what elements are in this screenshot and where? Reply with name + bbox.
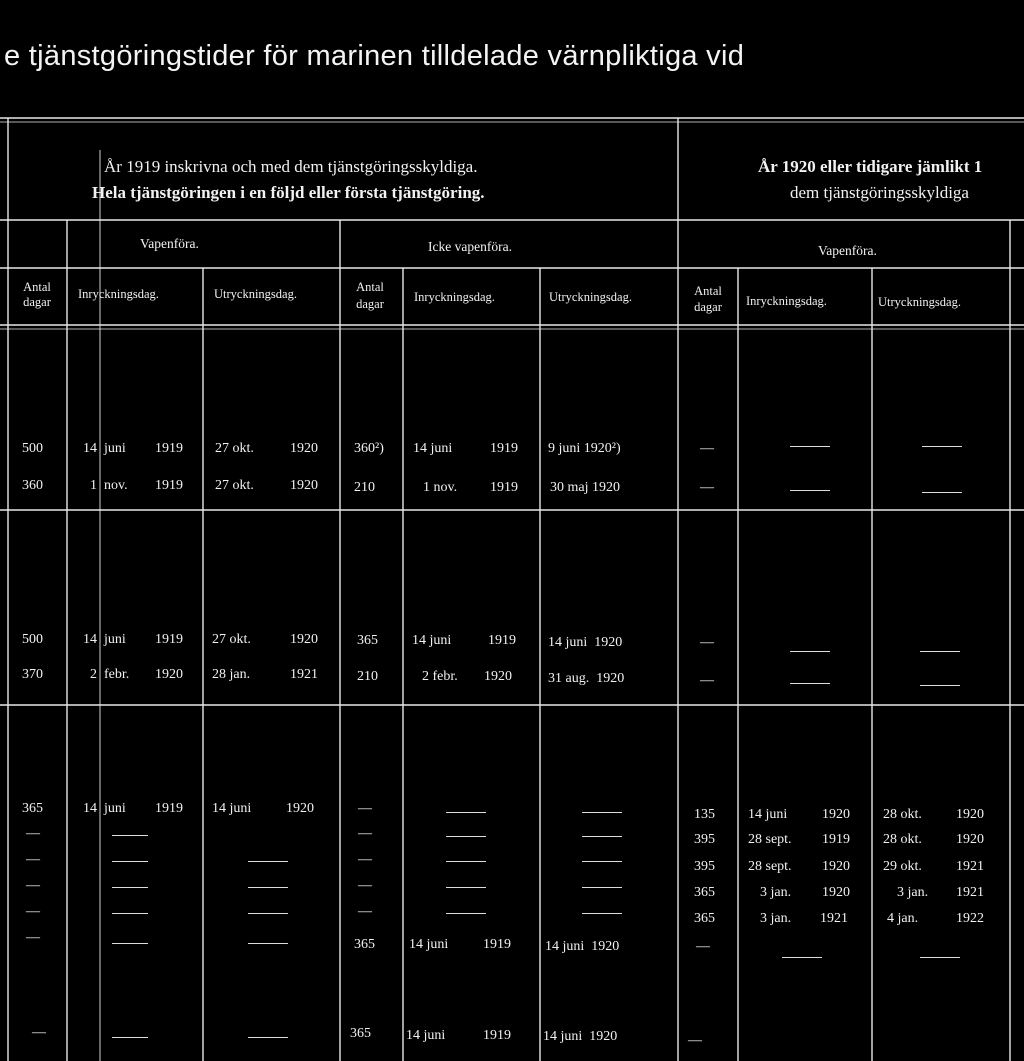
icke-utryck: 14 juni 1920 [543, 1029, 618, 1044]
antal-dagar: 360 [22, 478, 43, 493]
icke-antal-dagar: 365 [354, 937, 375, 952]
inryck-year: 1920 [155, 667, 183, 682]
icke-inryck-year: 1919 [483, 1028, 511, 1043]
empty-dash: — [26, 852, 40, 867]
empty-dash: — [700, 441, 714, 456]
c-utryck-year: 1920 [956, 807, 984, 822]
col-dagar-1: dagar [23, 295, 51, 309]
inryck-day: 14 [83, 632, 97, 647]
icke-inryck-date: 14 juni [409, 937, 449, 952]
empty-rule [582, 861, 622, 862]
c-inryck-year: 1920 [822, 885, 850, 900]
col-utryckningsdag-3: Utryckningsdag. [878, 295, 961, 309]
empty-dash: — [26, 878, 40, 893]
c-inryck-date: 14 juni [748, 807, 788, 822]
icke-utryck: 30 maj 1920 [550, 480, 620, 495]
utryck-date: 27 okt. [212, 632, 251, 647]
c-antal-dagar: 135 [694, 807, 715, 822]
empty-rule [790, 490, 830, 491]
c-inryck-date: 3 jan. [760, 911, 792, 926]
col-dagar-2: dagar [356, 297, 384, 311]
icke-utryck: 14 juni 1920 [548, 635, 623, 650]
icke-utryck: 31 aug. 1920 [548, 671, 625, 686]
page-title: e tjänstgöringstider för marinen tilldelade värnpliktiga vid [4, 40, 745, 72]
icke-antal-dagar: 360²) [354, 441, 384, 456]
group1-header-line1: År 1919 inskrivna och med dem tjänstgöringsskyldiga. [104, 157, 478, 176]
empty-rule [112, 1037, 148, 1038]
empty-dash: — [26, 826, 40, 841]
icke-inryck-date: 14 juni [413, 441, 453, 456]
col-utryckningsdag-2: Utryckningsdag. [549, 290, 632, 304]
col-dagar-3: dagar [694, 300, 722, 314]
empty-rule [782, 957, 822, 958]
empty-dash: — [700, 480, 714, 495]
utryck-year: 1920 [290, 632, 318, 647]
inryck-month: nov. [104, 478, 128, 493]
utryck-date: 27 okt. [215, 441, 254, 456]
inryck-year: 1919 [155, 801, 183, 816]
c-antal-dagar: 395 [694, 832, 715, 847]
utryck-year: 1921 [290, 667, 318, 682]
col-inryckningsdag-3: Inryckningsdag. [746, 294, 827, 308]
empty-dash: — [358, 801, 372, 816]
empty-rule [790, 651, 830, 652]
antal-dagar: 370 [22, 667, 43, 682]
utryck-year: 1920 [290, 441, 318, 456]
c-inryck-date: 3 jan. [760, 885, 792, 900]
empty-rule [582, 887, 622, 888]
subheader-icke-vapenfora: Icke vapenföra. [428, 239, 512, 254]
icke-inryck-year: 1919 [488, 633, 516, 648]
empty-dash: — [32, 1025, 46, 1040]
empty-rule [790, 446, 830, 447]
empty-rule [112, 913, 148, 914]
icke-inryck-date: 2 febr. [422, 669, 458, 684]
c-utryck-date: 4 jan. [887, 911, 919, 926]
icke-antal-dagar: 365 [357, 633, 378, 648]
col-inryckningsdag-2: Inryckningsdag. [414, 290, 495, 304]
icke-antal-dagar: 210 [357, 669, 378, 684]
c-inryck-date: 28 sept. [748, 859, 792, 874]
empty-rule [922, 446, 962, 447]
c-inryck-year: 1920 [822, 859, 850, 874]
c-inryck-year: 1919 [822, 832, 850, 847]
empty-rule [920, 957, 960, 958]
inryck-month: juni [104, 801, 126, 816]
subheader-vapenfora-2: Vapenföra. [818, 243, 877, 258]
empty-dash: — [358, 852, 372, 867]
empty-rule [582, 836, 622, 837]
antal-dagar: 500 [22, 632, 43, 647]
icke-inryck-date: 14 juni [406, 1028, 446, 1043]
empty-rule [248, 887, 288, 888]
icke-inryck-year: 1919 [483, 937, 511, 952]
inryck-month: juni [104, 632, 126, 647]
empty-rule [112, 835, 148, 836]
empty-rule [582, 913, 622, 914]
empty-dash: — [700, 673, 714, 688]
empty-dash: — [26, 930, 40, 945]
c-utryck-year: 1921 [956, 885, 984, 900]
empty-rule [582, 812, 622, 813]
empty-rule [112, 887, 148, 888]
inryck-year: 1919 [155, 632, 183, 647]
group1-header-line2: Hela tjänstgöringen i en följd eller första tjänstgöring. [92, 183, 485, 202]
empty-rule [920, 685, 960, 686]
empty-dash: — [358, 904, 372, 919]
group2-header-line2: dem tjänstgöringsskyldiga [790, 183, 969, 202]
antal-dagar: 365 [22, 801, 43, 816]
c-antal-dagar: 365 [694, 911, 715, 926]
inryck-year: 1919 [155, 478, 183, 493]
icke-inryck-year: 1919 [490, 480, 518, 495]
col-antal-1: Antal [23, 280, 51, 294]
empty-rule [446, 812, 486, 813]
empty-rule [112, 943, 148, 944]
empty-rule [248, 1037, 288, 1038]
icke-utryck: 14 juni 1920 [545, 939, 620, 954]
icke-inryck-date: 14 juni [412, 633, 452, 648]
empty-rule [446, 836, 486, 837]
empty-rule [446, 913, 486, 914]
c-utryck-date: 3 jan. [897, 885, 929, 900]
icke-inryck-year: 1920 [484, 669, 512, 684]
c-inryck-date: 28 sept. [748, 832, 792, 847]
empty-rule [248, 913, 288, 914]
icke-antal-dagar: 210 [354, 480, 375, 495]
inryck-month: juni [104, 441, 126, 456]
empty-rule [922, 492, 962, 493]
inryck-day: 14 [83, 441, 97, 456]
inryck-day: 1 [90, 478, 97, 493]
c-inryck-year: 1921 [820, 911, 848, 926]
icke-antal-dagar: 365 [350, 1026, 371, 1041]
empty-dash: — [26, 904, 40, 919]
empty-rule [446, 861, 486, 862]
empty-rule [920, 651, 960, 652]
c-inryck-year: 1920 [822, 807, 850, 822]
utryck-date: 28 jan. [212, 667, 251, 682]
c-utryck-year: 1921 [956, 859, 984, 874]
empty-rule [446, 887, 486, 888]
empty-dash: — [358, 826, 372, 841]
c-utryck-year: 1922 [956, 911, 984, 926]
c-utryck-date: 29 okt. [883, 859, 922, 874]
empty-dash: — [696, 939, 710, 954]
empty-dash: — [688, 1033, 702, 1048]
inryck-day: 2 [90, 667, 97, 682]
subheader-vapenfora: Vapenföra. [140, 236, 199, 251]
antal-dagar: 500 [22, 441, 43, 456]
empty-rule [790, 683, 830, 684]
utryck-year: 1920 [290, 478, 318, 493]
inryck-day: 14 [83, 801, 97, 816]
group2-header-line1: År 1920 eller tidigare jämlikt 1 [758, 157, 983, 176]
empty-rule [112, 861, 148, 862]
icke-utryck: 9 juni 1920²) [548, 441, 621, 456]
c-antal-dagar: 395 [694, 859, 715, 874]
utryck-date: 27 okt. [215, 478, 254, 493]
col-utryckningsdag-1: Utryckningsdag. [214, 287, 297, 301]
inryck-month: febr. [104, 667, 130, 682]
empty-dash: — [358, 878, 372, 893]
col-antal-3: Antal [694, 284, 722, 298]
col-inryckningsdag-1: Inryckningsdag. [78, 287, 159, 301]
utryck-year: 1920 [286, 801, 314, 816]
utryck-date: 14 juni [212, 801, 252, 816]
c-utryck-year: 1920 [956, 832, 984, 847]
empty-dash: — [700, 635, 714, 650]
empty-rule [248, 861, 288, 862]
c-utryck-date: 28 okt. [883, 832, 922, 847]
icke-inryck-year: 1919 [490, 441, 518, 456]
icke-inryck-date: 1 nov. [423, 480, 458, 495]
c-antal-dagar: 365 [694, 885, 715, 900]
inryck-year: 1919 [155, 441, 183, 456]
col-antal-2: Antal [356, 280, 384, 294]
c-utryck-date: 28 okt. [883, 807, 922, 822]
empty-rule [248, 943, 288, 944]
